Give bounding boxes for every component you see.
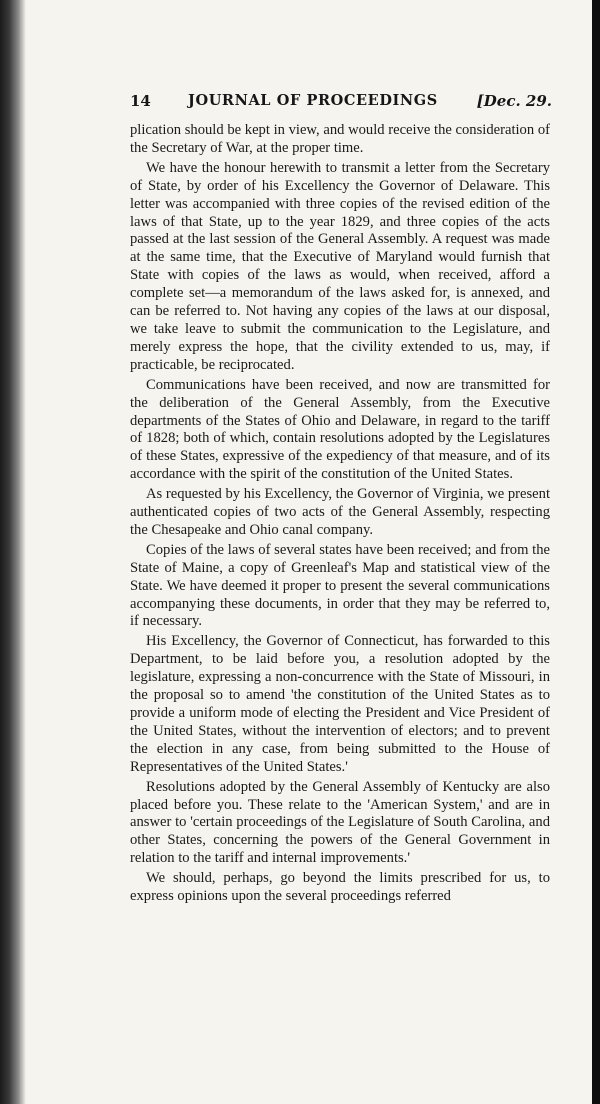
binding-shadow	[0, 0, 26, 1104]
page-header	[130, 92, 562, 116]
paragraph-6: His Excellency, the Governor of Connecticut, has forwarded to this Department, to be laid before you, a resolution adopted by the legislature, expressing a non-concurrence with the State of Missouri, in the proposal so to amend 'the constitution of the United States as to provide a uniform mode of electing the President and Vice President of the United States, without the intervention of electors; and to prevent the election in any case, from being submitted to the House of Representatives of the United States.'	[130, 633, 550, 775]
paragraph-1: plication should be kept in view, and would receive the consideration of the Secretary of War, at the proper time.	[130, 122, 550, 156]
paragraph-8: We should, perhaps, go beyond the limits prescribed for us, to express opinions upon the several proceedings referred	[130, 870, 550, 905]
paragraph-4: As requested by his Excellency, the Governor of Virginia, we present authenticated copies of two acts of the General Assembly, respecting the Chesapeake and Ohio canal company.	[130, 486, 550, 538]
running-head: JOURNAL OF PROCEEDINGS	[188, 92, 438, 109]
page-number: 14	[130, 92, 151, 110]
paragraph-3: Communications have been received, and now are transmitted for the deliberation of the General Assembly, from the Executive departments of the States of Ohio and Delaware, in regard to the tariff of 1828; both of which, contain resolutions adopted by the Legislatures of these States, expressive of the expediency of that measure, and of its accordance with the spirit of the constitution of the United States.	[130, 376, 550, 483]
scan-edge	[592, 0, 600, 1104]
paragraph-2: We have the honour herewith to transmit a letter from the Secretary of State, by order of his Excellency the Governor of Delaware. This letter was accompanied with three copies of the revised edition of the laws of that State, up to the year 1829, and three copies of the acts passed at the last session of the General Assembly. A request was made at the same time, that the Executive of Maryland would furnish that State with copies of the laws as would, when received, afford a complete set—a memorandum of the laws asked for, is annexed, and can be referred to. Not having any copies of the laws at our disposal, we take leave to submit the communication to the Legislature, and merely express the hope, that the civility extended to us, may, if practicable, be reciprocated.	[130, 159, 550, 373]
date-mark: [Dec. 29.	[476, 92, 552, 110]
paragraph-7: Resolutions adopted by the General Assembly of Kentucky are also placed before you. These relate to the 'American System,' and are in answer to 'certain proceedings of the Legislature of South Carolina, and other States, concerning the powers of the General Government in relation to the tariff and internal improvements.'	[130, 778, 550, 867]
paragraph-5: Copies of the laws of several states have been received; and from the State of Maine, a copy of Greenleaf's Map and statistical view of the State. We have deemed it proper to present the several communications accompanying these documents, in order that they may be referred to, if necessary.	[130, 541, 550, 630]
body-text	[130, 122, 550, 906]
